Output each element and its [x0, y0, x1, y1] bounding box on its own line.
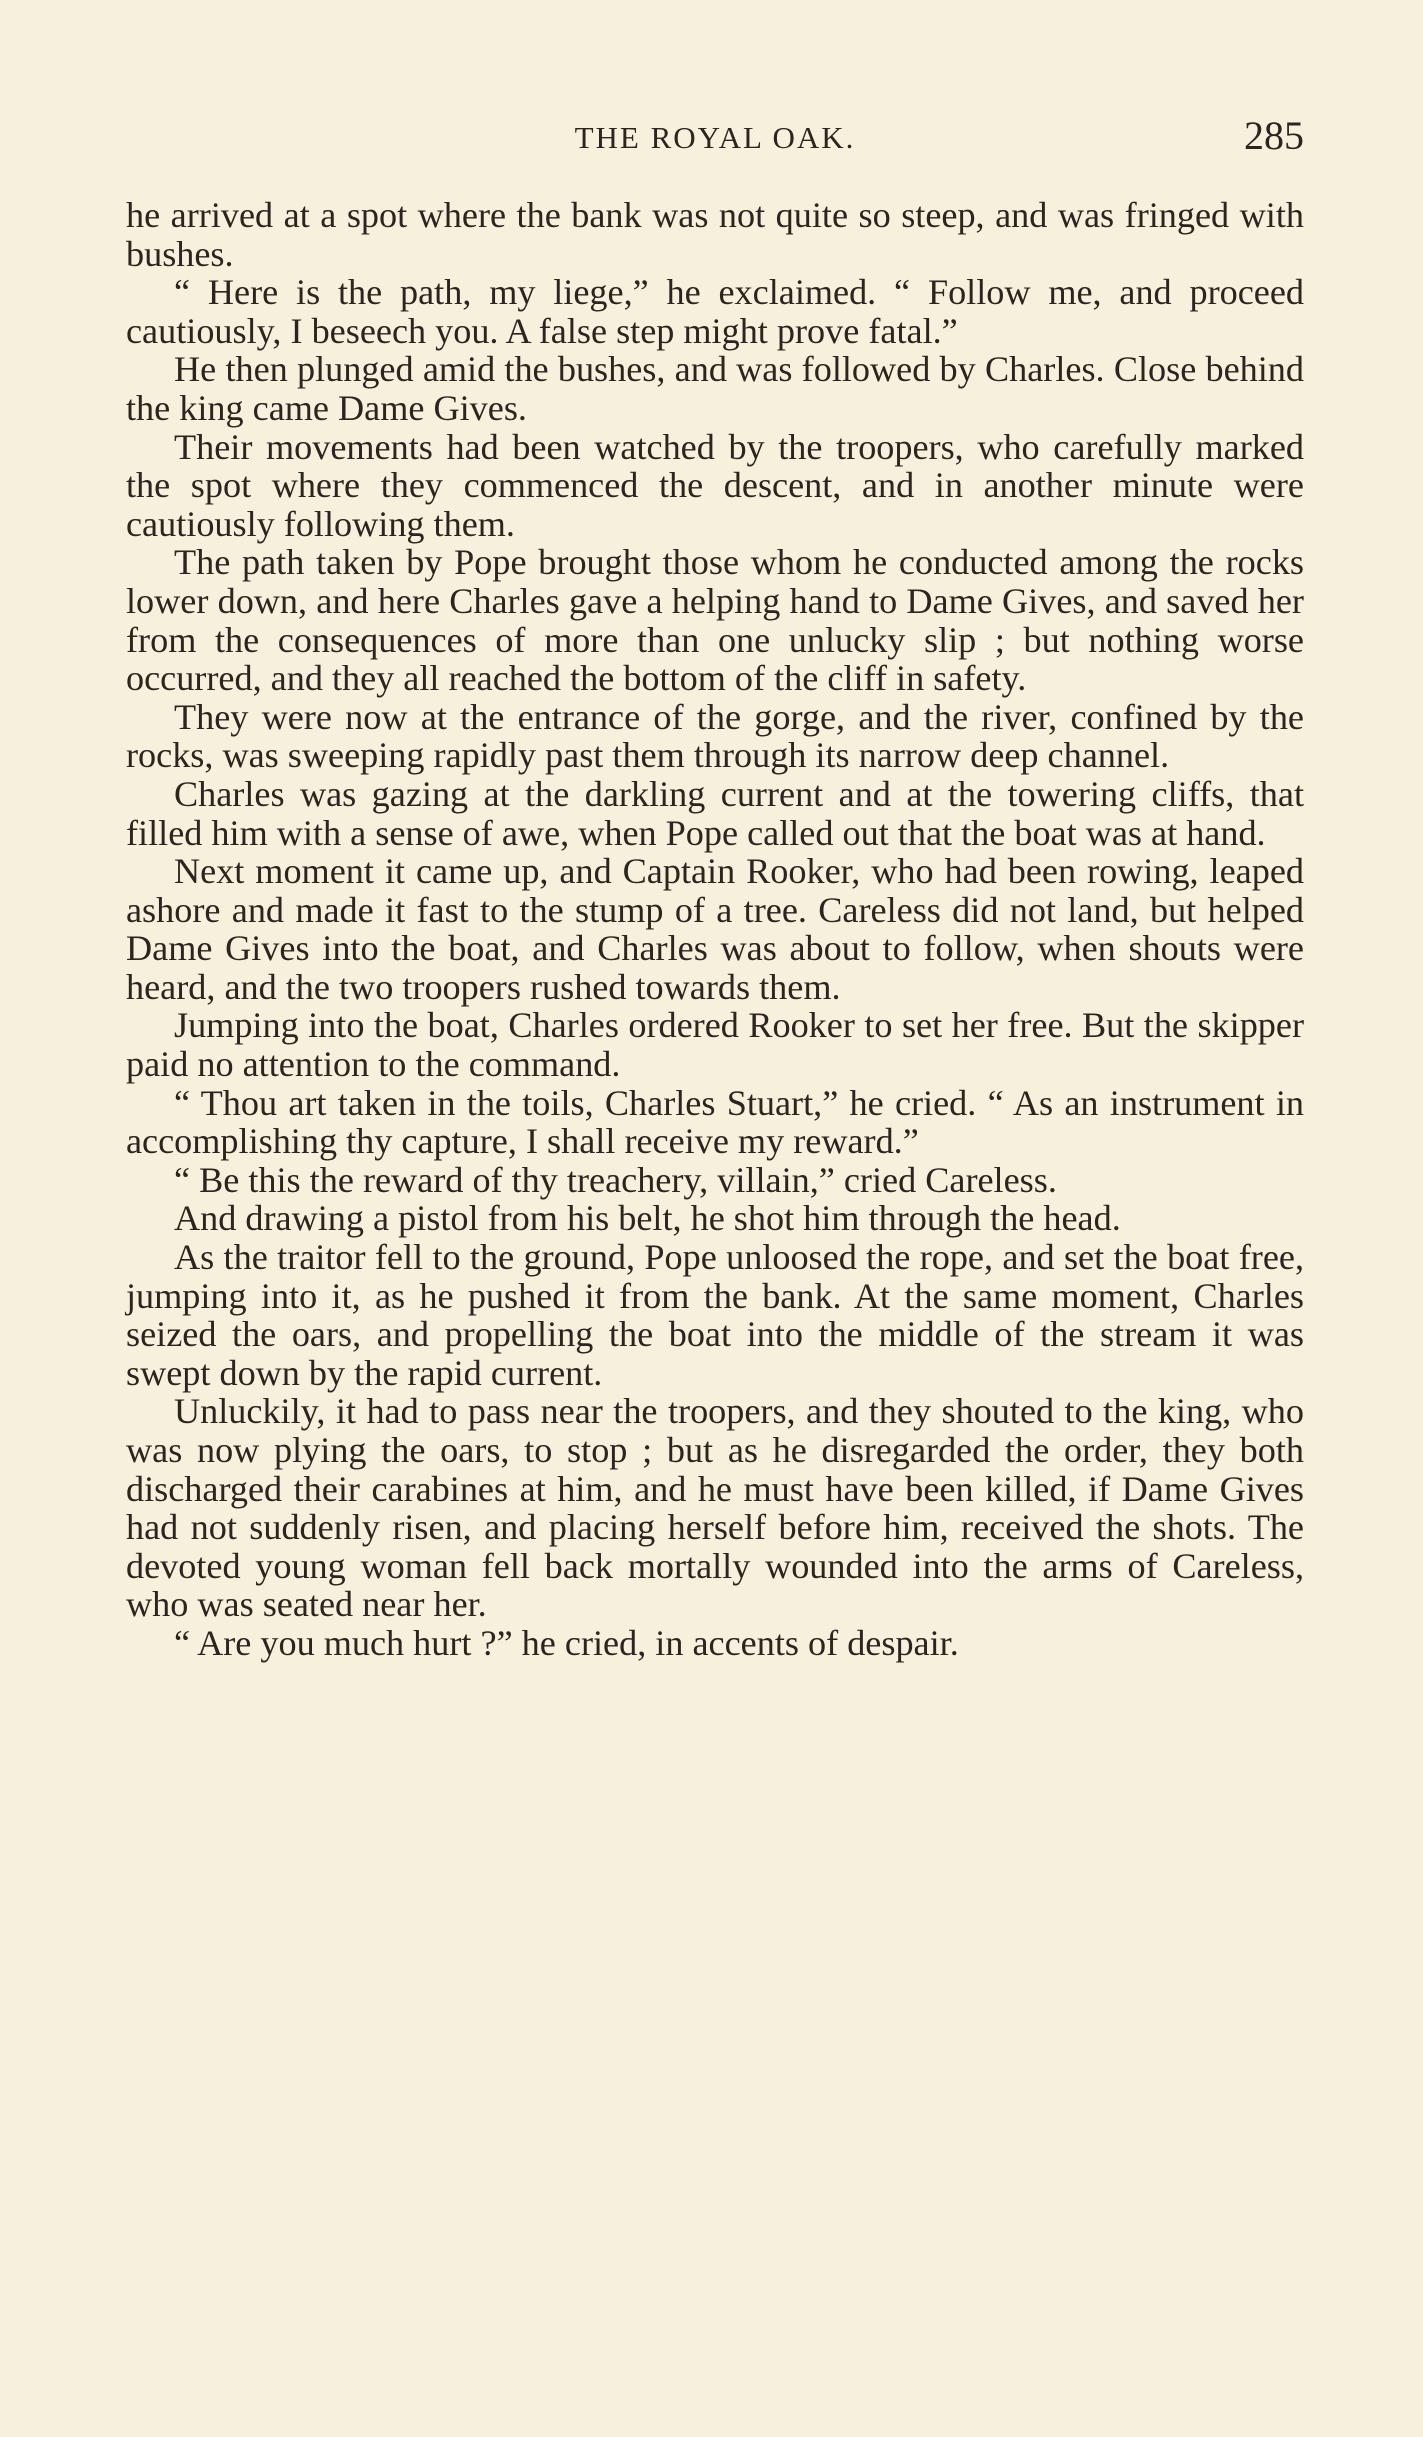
- running-title: THE ROYAL OAK.: [574, 120, 856, 155]
- paragraph: And drawing a pistol from his belt, he shot him through the head.: [174, 1198, 1121, 1239]
- paragraph: Unluckily, it had to pass near the troopers, and they shouted to the king, who was now plying the oars, to stop ; but as he disregarded the order, they both discharged their carabines at him, and he must have been killed, if Dame Gives had not suddenly risen, and placing herself before him, received the shots. The devoted young woman fell back mortally wounded into the arms of Careless, who was seated near her.: [126, 1391, 1304, 1625]
- paragraph: Their movements had been watched by the troopers, who carefully marked the spot where they commenced the descent, and in another minute were cautiously following them.: [126, 426, 1304, 544]
- paragraph: Charles was gazing at the darkling current and at the towering cliffs, that filled him with a sense of awe, when Pope called out that the boat was at hand.: [126, 773, 1304, 853]
- page-number: 285: [1244, 113, 1304, 158]
- paragraph: “ Thou art taken in the toils, Charles Stuart,” he cried. “ As an instrument in accomplishing thy capture, I shall receive my reward.”: [126, 1082, 1304, 1162]
- paragraph: Jumping into the boat, Charles ordered Rooker to set her free. But the skipper paid no attention to the command.: [126, 1005, 1304, 1085]
- paragraph: They were now at the entrance of the gorge, and the river, confined by the rocks, was sweeping rapidly past them through its narrow deep channel.: [126, 696, 1304, 776]
- body-text: [126, 196, 1304, 1663]
- paragraph: “ Here is the path, my liege,” he exclaimed. “ Follow me, and proceed cautiously, I beseech you. A false step might prove fatal.”: [126, 272, 1304, 351]
- paragraph: He then plunged amid the bushes, and was followed by Charles. Close behind the king came Dame Gives.: [126, 349, 1304, 428]
- paragraph: As the traitor fell to the ground, Pope unloosed the rope, and set the boat free, jumping into it, as he pushed it from the bank. At the same moment, Charles seized the oars, and propelling the boat into the middle of the stream it was swept down by the rapid current.: [126, 1237, 1304, 1393]
- paragraph: “ Are you much hurt ?” he cried, in accents of despair.: [174, 1622, 959, 1663]
- paragraph: The path taken by Pope brought those whom he conducted among the rocks lower down, and here Charles gave a helping hand to Dame Gives, and saved her from the consequences of more than one unlucky slip ; but nothing worse occurred, and they all reached the bottom of the cliff in safety.: [126, 542, 1304, 699]
- paragraph: Next moment it came up, and Captain Rooker, who had been rowing, leaped ashore and made it fast to the stump of a tree. Careless did not land, but helped Dame Gives into the boat, and Charles was about to follow, when shouts were heard, and the two troopers rushed towards them.: [126, 851, 1304, 1007]
- page-header: [126, 112, 1304, 162]
- paragraph: “ Be this the reward of thy treachery, villain,” cried Careless.: [174, 1159, 1057, 1200]
- paragraph: he arrived at a spot where the bank was not quite so steep, and was fringed with bushes.: [126, 195, 1304, 274]
